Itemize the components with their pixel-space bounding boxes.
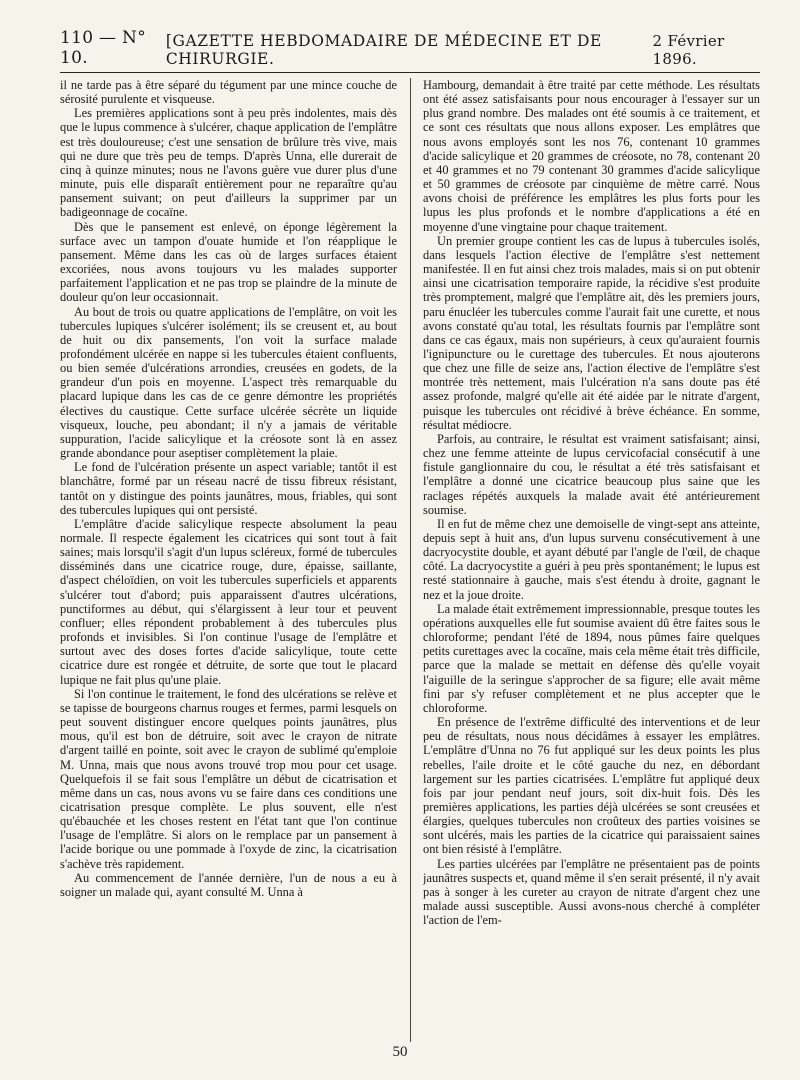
paragraph: Dès que le pansement est enlevé, on éponge légèrement la surface avec un tampon d'ouate humide et l'on réapplique le pansement. Même dans les cas où de larges surfaces étaient excoriées, nous avons toujours vu les malades supporter parfaitement l'application et ne pas trop se plaindre de la minute de douleur qu'on leur occasionnait.: [60, 219, 397, 305]
journal-title: [GAZETTE HEBDOMADAIRE DE MÉDECINE ET DE CHIRURGIE.: [165, 32, 602, 68]
paragraph: Hambourg, demandait à être traité par cette méthode. Les résultats ont été assez satisfaisants pour nous encourager à l'essayer sur un plus grand nombre. Des malades ont été soumis à ce traitement, et ce sont ces résultats que nous allons exposer. Les emplâtres que nous avons employés sont les nos 76, contenant 10 grammes d'acide salicylique et 20 grammes de créosote, no 78, contenant 20 et 40 grammes et no 79 contenant 30 grammes d'acide salicylique et 50 grammes de créosote par cinquième de mètre carré. Nous avons choisi de préférence les emplâtres les plus forts pour les lupus les plus profonds et le nombre d'applications a été en moyenne d'une vingtaine pour chaque traitement.: [423, 78, 760, 234]
page-number: 110 — N° 10.: [60, 28, 147, 68]
issue-date: 2 Février 1896.: [652, 32, 725, 68]
right-column: [423, 78, 760, 1042]
paragraph: La malade était extrêmement impressionnable, presque toutes les opérations auxquelles elle fut soumise avaient dû être faites sous le chloroforme; pendant l'été de 1894, nous pûmes faire quelques petits curettages avec la cocaïne, mais cela même était très difficile, parce que la malade se mettait en défense dès qu'elle voyait l'aiguille de la seringue s'approcher de sa figure; elle avait même fini par s'y refuser complètement et ne plus accepter que le chloroforme.: [423, 601, 760, 715]
paragraph: L'emplâtre d'acide salicylique respecte absolument la peau normale. Il respecte également les cicatrices qui sont tout à fait saines; mais lorsqu'il s'agit d'un lupus scléreux, formé de tubercules disséminés dans une cicatrice rouge, dure, épaisse, saillante, d'aspect chéloïdien, on voit les tubercules superficiels et apparents s'ulcérer tout d'abord; puis apparaissent d'autres ulcérations, punctiformes au début, qui s'élargissent à leur tour et peuvent confluer; elles répondent probablement à des tubercules plus profonds et invisibles. Si l'on continue l'usage de l'emplâtre et surtout avec des doses fortes d'acide salicylique, toute cette cicatrice dure est rongée et détruite, de sorte que tout le placard lupique ne fait plus qu'une plaie.: [60, 516, 397, 687]
paragraph: Parfois, au contraire, le résultat est vraiment satisfaisant; ainsi, chez une femme atteinte de lupus cervicofacial consécutif à une fistule ganglionnaire du cou, le résultat a été très satisfaisant et l'emplâtre a donné une cicatrice beaucoup plus saine que les raclages répétés auxquels la malade avait été antérieurement soumise.: [423, 431, 760, 517]
left-column: [60, 78, 397, 1042]
header-rule: [60, 72, 760, 73]
paragraph: Il en fut de même chez une demoiselle de vingt-sept ans atteinte, depuis sept à huit ans, d'un lupus survenu consécutivement à une dacryocystite double, et ayant débuté par l'angle de l'œil, de chaque côté. La dacryocystite a guéri à peu près spontanément; le lupus est resté stationnaire à gauche, mais s'est étendu à droite, gagnant le nez et la joue droite.: [423, 516, 760, 602]
paragraph: Si l'on continue le traitement, le fond des ulcérations se relève et se tapisse de bourgeons charnus rouges et fermes, parmi lesquels on peut souvent distinguer encore quelques points jaunâtres, plus mous, qu'il est bon de détruire, soit avec le crayon de nitrate d'argent taillé en pointe, soit avec le crayon de sublimé qu'emploie M. Unna, mais que nous avons trouvé trop mou pour cet usage. Quelquefois il se fait sous l'emplâtre un début de cicatrisation et même dans un cas, nous avons vu se faire dans ces conditions une cicatrisation presque complète. Le plus souvent, elle n'est qu'ébauchée et les choses restent en l'état tant que l'on continue l'usage de l'emplâtre. Si alors on le remplace par un pansement à l'acide borique ou une pommade à l'oxyde de zinc, la cicatrisation s'achève très rapidement.: [60, 686, 397, 871]
column-divider: [410, 78, 411, 1042]
paragraph: Au commencement de l'année dernière, l'un de nous a eu à soigner un malade qui, ayant consulté M. Unna à: [60, 870, 397, 899]
paragraph: Les premières applications sont à peu près indolentes, mais dès que le lupus commence à s'ulcérer, chaque application de l'emplâtre est très douloureuse; c'est une sensation de brûlure très vive, mais qui ne dure que très peu de temps. D'après Unna, elle durerait de cinq à quinze minutes; nous ne l'avons guère vue durer plus d'une minute, puis elle disparaît entièrement pour ne reparaître qu'au pansement suivant; on peut d'ailleurs la supprimer par un badigeonnage de cocaïne.: [60, 106, 397, 220]
paragraph: En présence de l'extrême difficulté des interventions et de leur peu de résultats, nous nous décidâmes à essayer les emplâtres. L'emplâtre d'Unna no 76 fut appliqué sur les deux points les plus rebelles, l'aile droite et le côté gauche du nez, en débordant largement sur les parties cicatrisées. L'emplâtre fut appliqué deux fois par jour pendant neuf jours, soit dix-huit fois. Dès les premières applications, les parties déjà ulcérées se sont creusées et élargies, quelques tubercules non croûteux des parties voisines se sont ulcérés, mais les parties de la cicatrice qui paraissaient saines ont bien résisté à l'emplâtre.: [423, 715, 760, 857]
paragraph: Un premier groupe contient les cas de lupus à tubercules isolés, dans lesquels l'action élective de l'emplâtre s'est nettement manifestée. Il en fut ainsi chez trois malades, mais si on put obtenir ainsi une cicatrisation temporaire rapide, la récidive s'est produite très promptement, malgré que l'emplâtre ait, dès les premiers jours, paru énucléer les tubercules comme l'aurait fait une curette, et nous avons constaté qu'au total, les résultats fournis par l'emplâtre sont dans ce cas égaux, mais non supérieurs, à ceux qu'auraient fournis l'ignipuncture ou le curettage des tubercules. Et nous ajouterons que chez une fille de seize ans, l'action élective de l'emplâtre s'est montrée très nettement, mais l'ulcération n'a sans doute pas été assez profonde, malgré qu'elle ait été aidée par le nitrate d'argent, puisque les tubercules ont récidivé à brève échéance. En somme, résultat médiocre.: [423, 233, 760, 432]
text-columns: [60, 78, 760, 1042]
paragraph: Les parties ulcérées par l'emplâtre ne présentaient pas de points jaunâtres suspects et, quand même il s'en serait présenté, il n'y avait pas à songer à les cureter au crayon de nitrate d'argent chez une malade aussi susceptible. Aussi avons-nous cherché à compléter l'action de l'em-: [423, 856, 760, 928]
paragraph: il ne tarde pas à être séparé du tégument par une mince couche de sérosité purulente et visqueuse.: [60, 78, 397, 107]
paragraph: Le fond de l'ulcération présente un aspect variable; tantôt il est blanchâtre, formé par un réseau nacré de tissu fibreux résistant, tantôt on y distingue des points jaunâtres, mous, friables, qui sont des tubercules lupiques qui ont persisté.: [60, 460, 397, 517]
running-header: [60, 28, 760, 68]
paragraph: Au bout de trois ou quatre applications de l'emplâtre, on voit les tubercules lupiques s'ulcérer isolément; ils se creusent et, au bout de huit ou dix pansements, l'on voit la surface malade profondément ulcérée en nappe si les tubercules étaient confluents, ou bien semée d'ulcérations arrondies, creusées en godets, de la grandeur d'un pois en moyenne. L'aspect très remarquable du placard lupique dans les cas de ce genre démontre les propriétés électives du caustique. Cette surface ulcérée sécrète un liquide visqueux, louche, peu abondant; il n'y a jamais de véritable suppuration, l'acide salicylique et la créosote sont là en assez grande abondance pour aseptiser complètement la plaie.: [60, 304, 397, 461]
folio-number: 50: [392, 1044, 408, 1060]
